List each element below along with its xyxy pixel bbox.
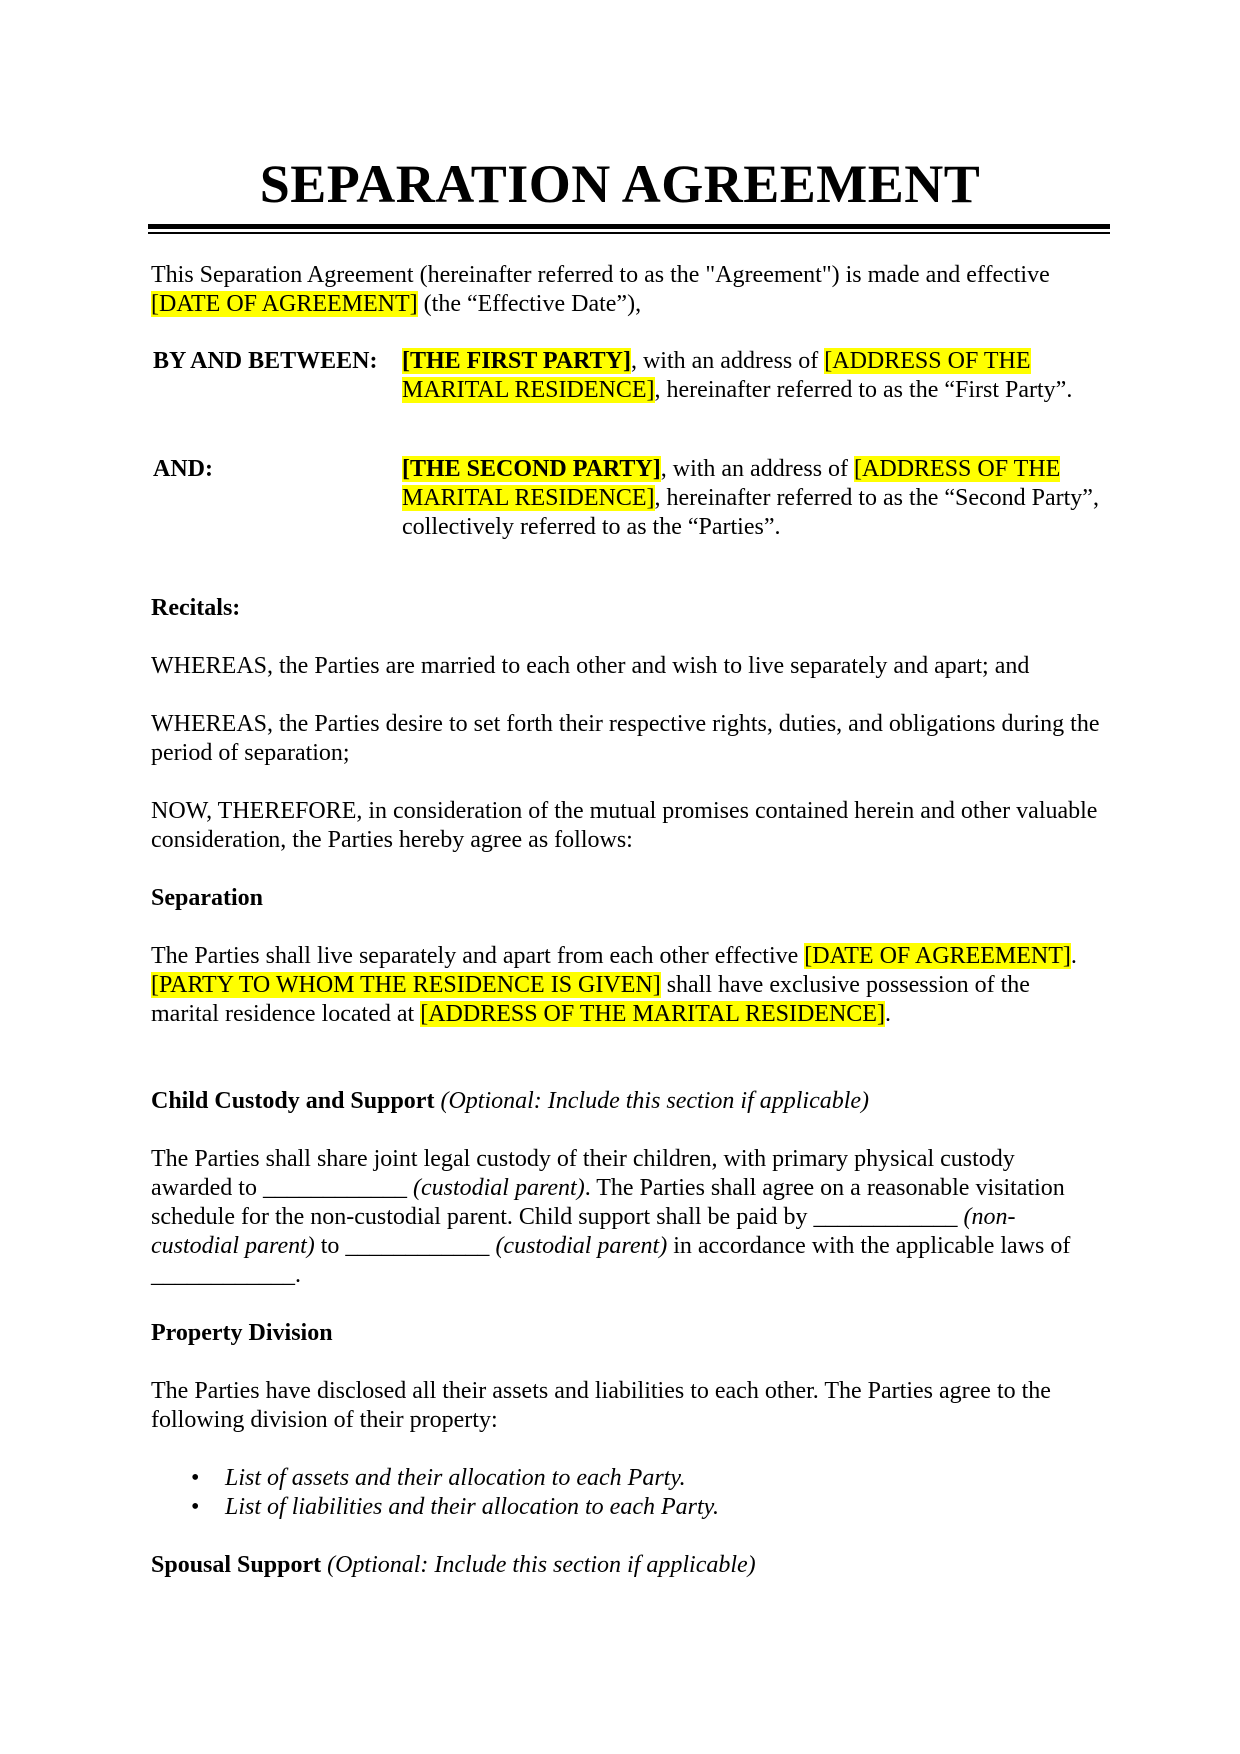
list-item: • List of liabilities and their allocation to each Party.: [151, 1493, 1101, 1522]
first-party-mid: , with an address of: [630, 348, 825, 374]
document-title: SEPARATION AGREEMENT: [259, 154, 981, 214]
residence-party-placeholder: [PARTY TO WHOM THE RESIDENCE IS GIVEN]: [151, 972, 661, 998]
custody-text-2: . The Parties shall agree on a reasonable visitation schedule for the non-custodial parent. Child support shall be paid by ____________: [151, 1175, 1065, 1230]
intro-text: This Separation Agreement (hereinafter referred to as the "Agreement") is made and effective: [151, 262, 1050, 288]
recitals-heading: Recitals:: [151, 595, 241, 621]
intro-text-tail: (the “Effective Date”),: [417, 291, 642, 317]
title-rule-thick: [148, 224, 1110, 229]
first-party-address-placeholder: [ADDRESS OF THE MARITAL RESIDENCE]: [402, 348, 1031, 403]
custody-italic-2: (non-custodial parent): [151, 1204, 1016, 1259]
second-party-label: AND:: [153, 456, 213, 482]
date-placeholder: [DATE OF AGREEMENT]: [151, 291, 418, 317]
child-custody-paragraph: [151, 1145, 1101, 1290]
separation-text-2: .: [1070, 943, 1077, 969]
spousal-optional-note: (Optional: Include this section if applicable): [327, 1552, 756, 1578]
custody-italic-1: (custodial parent): [412, 1175, 585, 1201]
second-party-clause: [402, 455, 1114, 542]
child-custody-optional-note: (Optional: Include this section if applicable): [440, 1088, 870, 1114]
custody-text-1: The Parties shall share joint legal custody of their children, with primary physical custody awarded to ____________: [151, 1146, 1015, 1201]
custody-text-3: to ____________: [314, 1233, 496, 1259]
spousal-heading: Spousal Support: [151, 1552, 322, 1578]
custody-text-4: in accordance with the applicable laws of ____________.: [151, 1233, 1071, 1288]
list-item: • List of assets and their allocation to each Party.: [151, 1464, 1101, 1493]
whereas-2: WHEREAS, the Parties desire to set forth their respective rights, duties, and obligations during the period of separation;: [151, 711, 1100, 766]
spousal-heading-line: [151, 1551, 1101, 1580]
whereas-1: WHEREAS, the Parties are married to each other and wish to live separately and apart; and: [151, 653, 1030, 679]
first-party-clause: [402, 347, 1114, 405]
residence-address-placeholder: [ADDRESS OF THE MARITAL RESIDENCE]: [420, 1001, 885, 1027]
property-paragraph: The Parties have disclosed all their assets and liabilities to each other. The Parties agree to the following division of their property:: [151, 1378, 1051, 1433]
child-custody-heading: Child Custody and Support: [151, 1088, 435, 1114]
first-party-tail: , hereinafter referred to as the “First Party”.: [654, 377, 1073, 403]
custody-italic-3: (custodial parent): [495, 1233, 668, 1259]
property-list: [151, 1464, 1101, 1522]
first-party-label: BY AND BETWEEN:: [153, 348, 378, 374]
separation-text-1: The Parties shall live separately and apart from each other effective: [151, 943, 805, 969]
separation-text-3: shall have exclusive possession of the marital residence located at: [151, 972, 1030, 1027]
separation-heading: Separation: [151, 885, 264, 911]
now-therefore: NOW, THEREFORE, in consideration of the mutual promises contained herein and other valuable consideration, the Parties hereby agree as follows:: [151, 798, 1098, 853]
title-rule-thin: [148, 232, 1110, 234]
second-party-placeholder: [THE SECOND PARTY]: [402, 456, 661, 482]
property-heading: Property Division: [151, 1320, 333, 1346]
first-party-placeholder: [THE FIRST PARTY]: [402, 348, 631, 374]
second-party-tail: , hereinafter referred to as the “Second Party”, collectively referred to as the “Parties”.: [402, 485, 1099, 540]
second-party-address-placeholder: [ADDRESS OF THE MARITAL RESIDENCE]: [402, 456, 1061, 511]
child-custody-heading-line: [151, 1087, 1101, 1116]
separation-text-4: .: [884, 1001, 891, 1027]
separation-date-placeholder: [DATE OF AGREEMENT]: [804, 943, 1071, 969]
second-party-mid: , with an address of: [660, 456, 855, 482]
separation-paragraph: [151, 942, 1101, 1029]
intro-paragraph: [151, 261, 1101, 319]
